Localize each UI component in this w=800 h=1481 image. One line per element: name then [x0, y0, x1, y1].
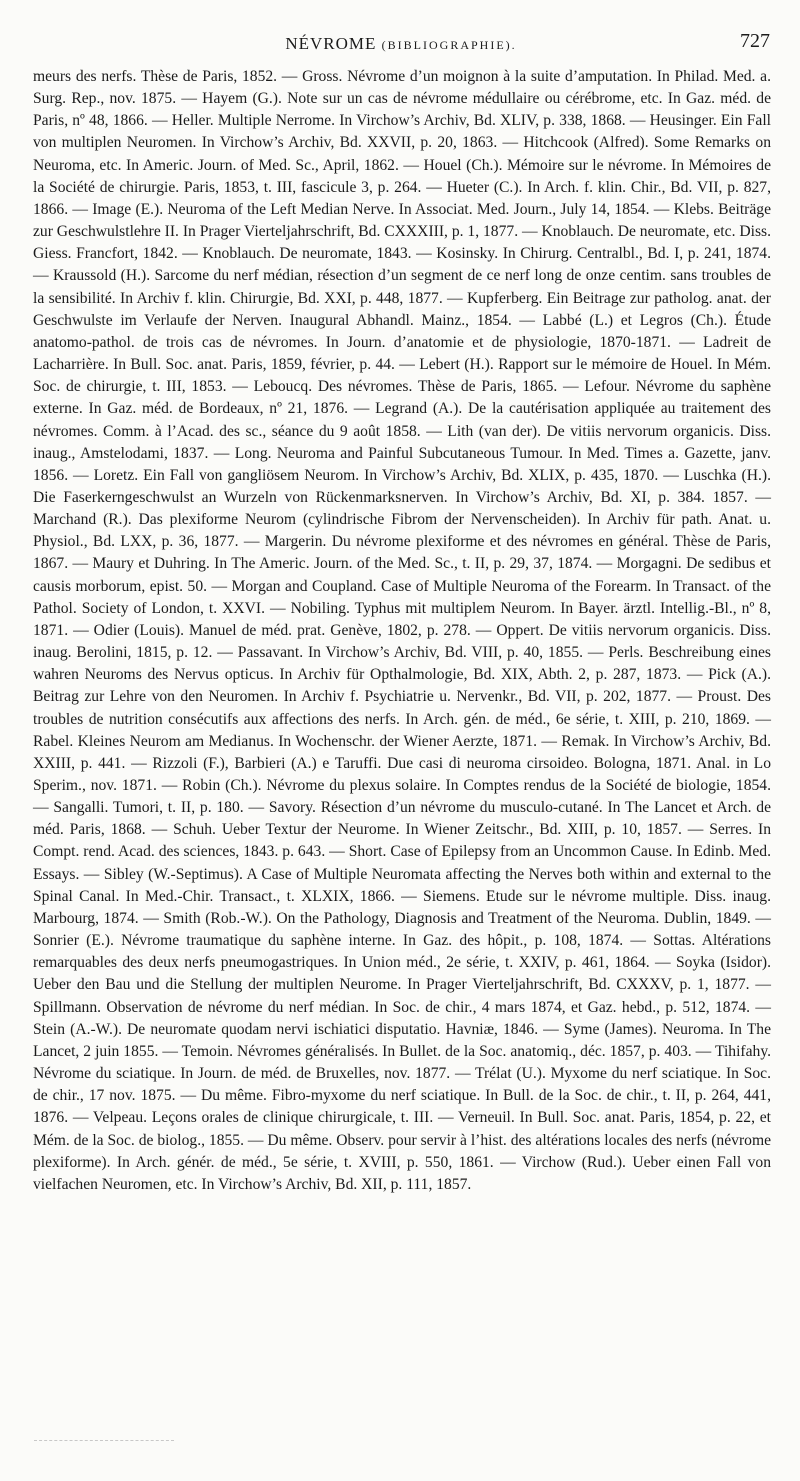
running-title: [32, 34, 770, 54]
page-header: [32, 28, 770, 54]
running-title-main: NÉVROME: [285, 34, 377, 53]
running-title-subtitle: (BIBLIOGRAPHIE).: [381, 38, 517, 52]
bibliography-paragraph: meurs des nerfs. Thèse de Paris, 1852. — Gross. Névrome d’un moignon à la suite d’amputation. In Philad. Med. a. Surg. Rep., nov. 1875. — Hayem (G.). Note sur un cas de névrome médullaire ou cérébrome, etc. In Gaz. méd. de Paris, nº 48, 1866. — Heller. Multiple Nerrome. In Virchow’s Archiv, Bd. XLIV, p. 338, 1868. — Heusinger. Ein Fall von multiplen Neuromen. In Virchow’s Archiv, Bd. XXVII, p. 20, 1863. — Hitchcook (Alfred). Some Remarks on Neuroma, etc. In Americ. Journ. of Med. Sc., April, 1862. — Houel (Ch.). Mémoire sur le névrome. In Mémoires de la Société de chirurgie. Paris, 1853, t. III, fascicule 3, p. 264. — Hueter (C.). In Arch. f. klin. Chir., Bd. VII, p. 827, 1866. — Image (E.). Neuroma of the Left Median Nerve. In Associat. Med. Journ., July 14, 1854. — Klebs. Beiträge zur Geschwulstlehre II. In Prager Vierteljahrschrift, Bd. CXXXIII, p. 1, 1877. — Knoblauch. De neuromate, etc. Diss. Giess. Francfort, 1842. — Knoblauch. De neuromate, 1843. — Kosinsky. In Chirurg. Centralbl., Bd. I, p. 241, 1874. — Kraussold (H.). Sarcome du nerf médian, résection d’un segment de ce nerf long de onze centim. sans troubles de la sensibilité. In Archiv f. klin. Chirurgie, Bd. XXI, p. 448, 1877. — Kupferberg. Ein Beitrage zur patholog. anat. der Geschwulste im Verlaufe der Nerven. Inaugural Abhandl. Mainz., 1854. — Labbé (L.) et Legros (Ch.). Étude anatomo-pathol. de trois cas de névromes. In Journ. d’anatomie et de physiologie, 1870-1871. — Ladreit de Lacharrière. In Bull. Soc. anat. Paris, 1859, février, p. 44. — Lebert (H.). Rapport sur le mémoire de Houel. In Mém. Soc. de chirurgie, t. III, 1853. — Leboucq. Des névromes. Thèse de Paris, 1865. — Lefour. Névrome du saphène externe. In Gaz. méd. de Bordeaux, nº 21, 1876. — Legrand (A.). De la cautérisation appliquée au traitement des névromes. Comm. à l’Acad. des sc., séance du 9 août 1858. — Lith (van der). De vitiis nervorum organicis. Diss. inaug., Amstelodami, 1837. — Long. Neuroma and Painful Subcutaneous Tumour. In Med. Times a. Gazette, janv. 1856. — Loretz. Ein Fall von gangliösem Neurom. In Virchow’s Archiv, Bd. XLIX, p. 435, 1870. — Luschka (H.). Die Faserkerngeschwulst an Wurzeln von Rückenmarksnerven. In Virchow’s Archiv, Bd. XI, p. 384. 1857. — Marchand (R.). Das plexiforme Neurom (cylindrische Fibrom der Nervenscheiden). In Archiv für path. Anat. u. Physiol., Bd. LXX, p. 36, 1877. — Margerin. Du névrome plexiforme et des névromes en général. Thèse de Paris, 1867. — Maury et Duhring. In The Americ. Journ. of the Med. Sc., t. II, p. 29, 37, 1874. — Morgagni. De sedibus et causis morborum, epist. 50. — Morgan and Coupland. Case of Multiple Neuroma of the Forearm. In Transact. of the Pathol. Society of London, t. XXVI. — Nobiling. Typhus mit multiplem Neurom. In Bayer. ärztl. Intellig.-Bl., nº 8, 1871. — Odier (Louis). Manuel de méd. prat. Genève, 1802, p. 278. — Oppert. De vitiis nervorum organicis. Diss. inaug. Berolini, 1815, p. 12. — Passavant. In Virchow’s Archiv, Bd. VIII, p. 40, 1855. — Perls. Beschreibung eines wahren Neuroms des Nervus opticus. In Archiv für Opthalmologie, Bd. XIX, Abth. 2, p. 287, 1873. — Pick (A.). Beitrag zur Lehre von den Neuromen. In Archiv f. Psychiatrie u. Nervenkr., Bd. VII, p. 202, 1877. — Proust. Des troubles de nutrition consécutifs aux affections des nerfs. In Arch. gén. de méd., 6e série, t. XIII, p. 210, 1869. — Rabel. Kleines Neurom am Medianus. In Wochenschr. der Wiener Aerzte, 1871. — Remak. In Virchow’s Archiv, Bd. XXIII, p. 441. — Rizzoli (F.), Barbieri (A.) e Taruffi. Due casi di neuroma cirsoideo. Bologna, 1871. Anal. in Lo Sperim., nov. 1871. — Robin (Ch.). Névrome du plexus solaire. In Comptes rendus de la Société de biologie, 1854. — Sangalli. Tumori, t. II, p. 180. — Savory. Résection d’un névrome du musculo-cutané. In The Lancet et Arch. de méd. Paris, 1868. — Schuh. Ueber Textur der Neurome. In Wiener Zeitschr., Bd. XIII, p. 10, 1857. — Serres. In Compt. rend. Acad. des sciences, 1843. p. 643. — Short. Case of Epilepsy from an Uncommon Cause. In Edinb. Med. Essays. — Sibley (W.-Septimus). A Case of Multiple Neuromata affecting the Nerves both within and external to the Spinal Canal. In Med.-Chir. Transact., t. XLXIX, 1866. — Siemens. Etude sur le névrome multiple. Diss. inaug. Marbourg, 1874. — Smith (Rob.-W.). On the Pathology, Diagnosis and Treatment of the Neuroma. Dublin, 1849. — Sonrier (E.). Névrome traumatique du saphène interne. In Gaz. des hôpit., p. 108, 1874. — Sottas. Altérations remarquables des deux nerfs pneumogastriques. In Union méd., 2e série, t. XXIV, p. 461, 1864. — Soyka (Isidor). Ueber den Bau und die Stellung der multiplen Neurome. In Prager Vierteljahrschrift, Bd. CXXXV, p. 1, 1877. — Spillmann. Observation de névrome du nerf médian. In Soc. de chir., 4 mars 1874, et Gaz. hebd., p. 512, 1874. — Stein (A.-W.). De neuromate quodam nervi ischiatici disputatio. Havniæ, 1846. — Syme (James). Neuroma. In The Lancet, 2 juin 1855. — Temoin. Névromes généralisés. In Bullet. de la Soc. anatomiq., déc. 1857, p. 403. — Tihifahy. Névrome du sciatique. In Journ. de méd. de Bruxelles, nov. 1877. — Trélat (U.). Myxome du nerf sciatique. In Soc. de chir., 17 nov. 1875. — Du même. Fibro-myxome du nerf sciatique. In Bull. de la Soc. de chir., t. II, p. 264, 441, 1876. — Velpeau. Leçons orales de clinique chirurgicale, t. III. — Verneuil. In Bull. Soc. anat. Paris, 1854, p. 22, et Mém. de la Soc. de biolog., 1855. — Du même. Observ. pour servir à l’hist. des altérations locales des nerfs (névrome plexiforme). In Arch. génér. de méd., 5e série, t. XVIII, p. 550, 1861. — Virchow (Rud.). Ueber einen Fall von vielfachen Neuromen, etc. In Virchow’s Archiv, Bd. XII, p. 111, 1857.: [33, 68, 771, 1193]
bibliography-text: [33, 66, 771, 1196]
footer-mark: [34, 1440, 174, 1443]
page-number: 727: [740, 30, 770, 52]
